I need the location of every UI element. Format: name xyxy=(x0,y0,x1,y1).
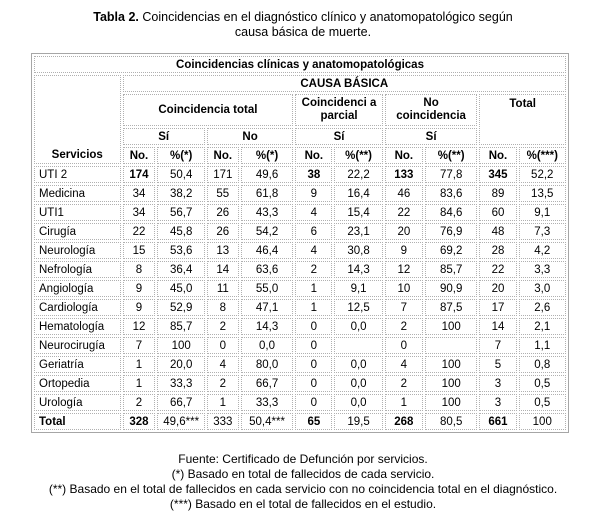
value-cell: 100 xyxy=(425,356,478,373)
value-cell: 0 xyxy=(295,318,332,335)
value-cell: 12 xyxy=(123,318,156,335)
value-cell: 345 xyxy=(479,166,516,183)
value-cell: 2 xyxy=(385,318,423,335)
value-cell: 89 xyxy=(479,185,516,202)
value-cell: 1 xyxy=(385,394,423,411)
value-cell: 38 xyxy=(295,166,332,183)
value-cell: 20 xyxy=(479,280,516,297)
value-cell: 60 xyxy=(479,204,516,221)
value-cell: 16,4 xyxy=(334,185,382,202)
value-cell: 268 xyxy=(385,413,423,430)
value-cell: 4 xyxy=(207,356,239,373)
value-cell: 20,0 xyxy=(157,356,204,373)
value-cell: 3 xyxy=(479,394,516,411)
value-cell: 171 xyxy=(207,166,239,183)
value-cell: 14 xyxy=(207,261,239,278)
col-header: No. xyxy=(295,147,332,164)
value-cell: 22 xyxy=(385,204,423,221)
table-row xyxy=(34,166,566,183)
value-cell: 0 xyxy=(385,337,423,354)
servicios-header: Servicios xyxy=(34,75,121,164)
table-footnotes xyxy=(0,452,606,512)
value-cell: 2,6 xyxy=(519,299,567,316)
value-cell: 9,1 xyxy=(519,204,567,221)
value-cell: 0,0 xyxy=(334,318,382,335)
causa-basica-header: CAUSA BÁSICA xyxy=(123,75,566,92)
col-header: No. xyxy=(385,147,423,164)
value-cell: 328 xyxy=(123,413,156,430)
value-cell: 26 xyxy=(207,204,239,221)
table-row xyxy=(34,280,566,297)
value-cell: 14 xyxy=(479,318,516,335)
value-cell: 2 xyxy=(385,375,423,392)
value-cell: 4 xyxy=(295,242,332,259)
footnote-two-star: (**) Basado en el total de fallecidos en cada servicio con no coincidencia total en el diagnóstico. xyxy=(48,482,558,496)
value-cell: 13 xyxy=(207,242,239,259)
value-cell: 55,0 xyxy=(241,280,294,297)
value-cell: 43,3 xyxy=(241,204,294,221)
value-cell: 87,5 xyxy=(425,299,478,316)
service-cell: Medicina xyxy=(34,185,121,202)
value-cell: 47,1 xyxy=(241,299,294,316)
table-row xyxy=(34,356,566,373)
value-cell: 56,7 xyxy=(157,204,204,221)
table-body xyxy=(34,166,566,430)
table-row xyxy=(34,261,566,278)
value-cell: 2 xyxy=(207,375,239,392)
value-cell: 49,6*** xyxy=(157,413,204,430)
value-cell: 3,3 xyxy=(519,261,567,278)
value-cell: 83,6 xyxy=(425,185,478,202)
value-cell: 11 xyxy=(207,280,239,297)
value-cell: 65 xyxy=(295,413,332,430)
value-cell: 10 xyxy=(385,280,423,297)
col-header: %(*) xyxy=(241,147,294,164)
service-cell: UTI 2 xyxy=(34,166,121,183)
value-cell: 34 xyxy=(123,204,156,221)
value-cell: 34 xyxy=(123,185,156,202)
value-cell: 53,6 xyxy=(157,242,204,259)
value-cell: 19,5 xyxy=(334,413,382,430)
value-cell: 33,3 xyxy=(157,375,204,392)
value-cell: 55 xyxy=(207,185,239,202)
value-cell: 22,2 xyxy=(334,166,382,183)
value-cell: 133 xyxy=(385,166,423,183)
col-header: %(***) xyxy=(519,147,567,164)
group-total: Total xyxy=(479,94,566,145)
service-cell: Urología xyxy=(34,394,121,411)
service-cell: Cirugía xyxy=(34,223,121,240)
service-cell: Angiología xyxy=(34,280,121,297)
page-title xyxy=(53,10,553,40)
value-cell: 52,2 xyxy=(519,166,567,183)
footnote-fuente: Fuente: Certificado de Defunción por servicios. xyxy=(178,452,428,466)
value-cell: 7 xyxy=(479,337,516,354)
value-cell xyxy=(425,337,478,354)
table-row xyxy=(34,337,566,354)
value-cell: 0,8 xyxy=(519,356,567,373)
value-cell: 20 xyxy=(385,223,423,240)
value-cell: 7,3 xyxy=(519,223,567,240)
value-cell: 0,0 xyxy=(334,375,382,392)
col-header: No. xyxy=(207,147,239,164)
value-cell: 2,1 xyxy=(519,318,567,335)
value-cell: 4,2 xyxy=(519,242,567,259)
value-cell: 5 xyxy=(479,356,516,373)
value-cell: 3,0 xyxy=(519,280,567,297)
value-cell: 30,8 xyxy=(334,242,382,259)
value-cell: 9 xyxy=(123,280,156,297)
value-cell: 2 xyxy=(295,261,332,278)
value-cell: 1 xyxy=(295,280,332,297)
col-header: %(*) xyxy=(157,147,204,164)
table-row xyxy=(34,318,566,335)
value-cell: 23,1 xyxy=(334,223,382,240)
value-cell: 1 xyxy=(123,375,156,392)
value-cell: 1 xyxy=(207,394,239,411)
value-cell: 69,2 xyxy=(425,242,478,259)
table-row xyxy=(34,185,566,202)
value-cell: 100 xyxy=(425,394,478,411)
value-cell: 85,7 xyxy=(157,318,204,335)
page-title-prefix: Tabla 2. xyxy=(93,10,139,24)
value-cell: 9 xyxy=(385,242,423,259)
value-cell: 2 xyxy=(207,318,239,335)
value-cell: 0 xyxy=(295,394,332,411)
value-cell: 661 xyxy=(479,413,516,430)
subheader-total-si: Sí xyxy=(123,128,205,145)
value-cell: 15,4 xyxy=(334,204,382,221)
service-cell: Neurocirugía xyxy=(34,337,121,354)
value-cell: 54,2 xyxy=(241,223,294,240)
subheader-nocoinc-si: Sí xyxy=(385,128,478,145)
value-cell: 8 xyxy=(207,299,239,316)
col-header: No. xyxy=(123,147,156,164)
table-row xyxy=(34,375,566,392)
group-coincidencia-parcial: Coincidenci a parcial xyxy=(295,94,382,126)
table-row xyxy=(34,299,566,316)
value-cell: 8 xyxy=(123,261,156,278)
page-title-line2: causa básica de muerte. xyxy=(234,25,372,39)
col-header: %(**) xyxy=(425,147,478,164)
service-cell: Neurología xyxy=(34,242,121,259)
header-row-main xyxy=(34,56,566,73)
value-cell: 48 xyxy=(479,223,516,240)
value-cell: 46 xyxy=(385,185,423,202)
value-cell: 7 xyxy=(123,337,156,354)
value-cell: 63,6 xyxy=(241,261,294,278)
service-cell: Ortopedia xyxy=(34,375,121,392)
col-header: %(**) xyxy=(334,147,382,164)
value-cell: 9,1 xyxy=(334,280,382,297)
service-cell: Cardiología xyxy=(34,299,121,316)
value-cell: 2 xyxy=(123,394,156,411)
footnote-three-star: (***) Basado en el total de fallecidos en el estudio. xyxy=(169,497,437,511)
table-main-header: Coincidencias clínicas y anatomopatológicas xyxy=(34,56,566,73)
value-cell: 22 xyxy=(123,223,156,240)
value-cell: 76,9 xyxy=(425,223,478,240)
value-cell: 14,3 xyxy=(241,318,294,335)
value-cell: 3 xyxy=(479,375,516,392)
value-cell: 17 xyxy=(479,299,516,316)
value-cell: 85,7 xyxy=(425,261,478,278)
table-row xyxy=(34,242,566,259)
value-cell: 100 xyxy=(425,375,478,392)
value-cell: 0 xyxy=(295,356,332,373)
value-cell: 100 xyxy=(425,318,478,335)
header-row-causa xyxy=(34,75,566,92)
value-cell: 0 xyxy=(295,337,332,354)
value-cell: 61,8 xyxy=(241,185,294,202)
service-cell: Hematología xyxy=(34,318,121,335)
value-cell: 50,4*** xyxy=(241,413,294,430)
value-cell: 9 xyxy=(123,299,156,316)
value-cell: 50,4 xyxy=(157,166,204,183)
value-cell: 9 xyxy=(295,185,332,202)
value-cell: 46,4 xyxy=(241,242,294,259)
value-cell: 12,5 xyxy=(334,299,382,316)
value-cell: 0 xyxy=(295,375,332,392)
value-cell: 80,5 xyxy=(425,413,478,430)
value-cell: 22 xyxy=(479,261,516,278)
value-cell: 45,0 xyxy=(157,280,204,297)
value-cell: 174 xyxy=(123,166,156,183)
table-header xyxy=(34,56,566,164)
value-cell xyxy=(334,337,382,354)
table-row xyxy=(34,413,566,430)
value-cell: 66,7 xyxy=(241,375,294,392)
value-cell: 100 xyxy=(157,337,204,354)
value-cell: 1 xyxy=(123,356,156,373)
value-cell: 4 xyxy=(385,356,423,373)
value-cell: 0,0 xyxy=(334,356,382,373)
value-cell: 80,0 xyxy=(241,356,294,373)
value-cell: 6 xyxy=(295,223,332,240)
footnote-one-star: (*) Basado en total de fallecidos de cada servicio. xyxy=(171,467,435,481)
value-cell: 7 xyxy=(385,299,423,316)
value-cell: 0,0 xyxy=(334,394,382,411)
value-cell: 15 xyxy=(123,242,156,259)
col-header: No. xyxy=(479,147,516,164)
value-cell: 52,9 xyxy=(157,299,204,316)
value-cell: 0 xyxy=(207,337,239,354)
value-cell: 36,4 xyxy=(157,261,204,278)
value-cell: 14,3 xyxy=(334,261,382,278)
value-cell: 77,8 xyxy=(425,166,478,183)
value-cell: 38,2 xyxy=(157,185,204,202)
value-cell: 0,0 xyxy=(241,337,294,354)
table-row xyxy=(34,394,566,411)
value-cell: 0,5 xyxy=(519,394,567,411)
service-cell: Total xyxy=(34,413,121,430)
table-row xyxy=(34,223,566,240)
value-cell: 66,7 xyxy=(157,394,204,411)
value-cell: 12 xyxy=(385,261,423,278)
value-cell: 33,3 xyxy=(241,394,294,411)
service-cell: Geriatría xyxy=(34,356,121,373)
coincidencias-table xyxy=(31,53,569,433)
value-cell: 1,1 xyxy=(519,337,567,354)
value-cell: 0,5 xyxy=(519,375,567,392)
service-cell: Nefrología xyxy=(34,261,121,278)
value-cell: 45,8 xyxy=(157,223,204,240)
value-cell: 49,6 xyxy=(241,166,294,183)
value-cell: 26 xyxy=(207,223,239,240)
group-no-coincidencia: No coincidencia xyxy=(385,94,478,126)
value-cell: 13,5 xyxy=(519,185,567,202)
value-cell: 100 xyxy=(519,413,567,430)
subheader-total-no: No xyxy=(207,128,293,145)
value-cell: 84,6 xyxy=(425,204,478,221)
service-cell: UTI1 xyxy=(34,204,121,221)
value-cell: 333 xyxy=(207,413,239,430)
value-cell: 28 xyxy=(479,242,516,259)
group-coincidencia-total: Coincidencia total xyxy=(123,94,294,126)
table-row xyxy=(34,204,566,221)
value-cell: 90,9 xyxy=(425,280,478,297)
subheader-parcial-si: Sí xyxy=(295,128,382,145)
value-cell: 4 xyxy=(295,204,332,221)
page-title-line1: Coincidencias en el diagnóstico clínico y anatomopatológico según xyxy=(142,10,513,24)
value-cell: 1 xyxy=(295,299,332,316)
